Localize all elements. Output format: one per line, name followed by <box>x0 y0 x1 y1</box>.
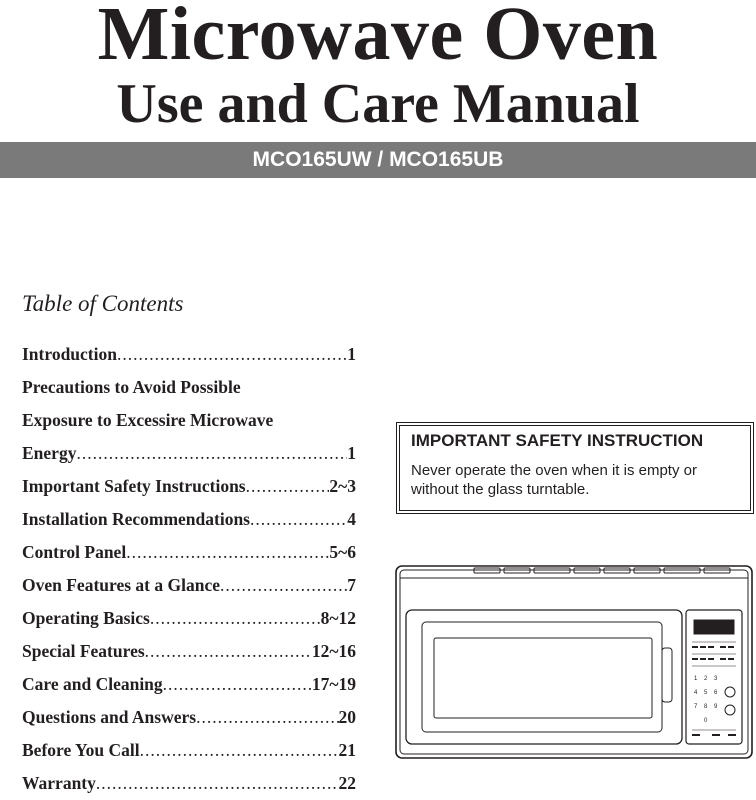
keypad-digit: 5 <box>704 690 708 696</box>
microwave-oven-icon <box>394 564 754 760</box>
toc-entry[interactable]: Special Features ..... 12~16 <box>22 635 356 668</box>
toc-entry[interactable]: Exposure to Excessire Microwave <box>22 410 274 430</box>
keypad-digit: 0 <box>704 718 708 724</box>
safety-notice-text: Never operate the oven when it is empty or without the glass turntable. <box>411 462 697 498</box>
manual-subtitle: Use and Care Manual <box>116 73 640 135</box>
toc-entry[interactable]: Control Panel ..... 5~6 <box>22 536 356 569</box>
toc-entry[interactable]: Questions and Answers ..... 20 <box>22 701 356 734</box>
toc-entry[interactable]: Before You Call ..... 21 <box>22 734 356 767</box>
keypad-digit: 1 <box>694 676 698 682</box>
toc-entry[interactable]: Operating Basics ..... 8~12 <box>22 602 356 635</box>
keypad-digit: 4 <box>694 690 698 696</box>
toc-entry[interactable]: Introduction ..... 1 <box>22 338 356 371</box>
safety-notice-title: IMPORTANT SAFETY INSTRUCTION <box>411 431 704 450</box>
toc-entry[interactable]: Precautions to Avoid Possible <box>22 377 241 397</box>
keypad-digit: 2 <box>704 676 708 682</box>
toc-entry[interactable]: Installation Recommendations ..... 4 <box>22 503 356 536</box>
toc-entry[interactable]: Oven Features at a Glance ..... 7 <box>22 569 356 602</box>
keypad-digit: 8 <box>704 704 708 710</box>
keypad-digit: 6 <box>714 690 718 696</box>
toc-heading: Table of Contents <box>22 291 184 316</box>
safety-notice-box <box>396 422 754 514</box>
toc-entry[interactable]: Warranty ..... 22 <box>22 767 356 800</box>
manual-title: Microwave Oven <box>97 0 659 76</box>
keypad-digit: 3 <box>714 676 718 682</box>
toc-entry[interactable]: Important Safety Instructions ..... 2~3 <box>22 470 356 503</box>
table-of-contents <box>22 338 356 800</box>
model-numbers: MCO165UW / MCO165UB <box>252 148 504 171</box>
keypad-digit: 9 <box>714 704 718 710</box>
toc-entry[interactable]: Care and Cleaning ..... 17~19 <box>22 668 356 701</box>
keypad-digit: 7 <box>694 704 698 710</box>
toc-entry[interactable]: Energy ..... 1 <box>22 437 356 470</box>
